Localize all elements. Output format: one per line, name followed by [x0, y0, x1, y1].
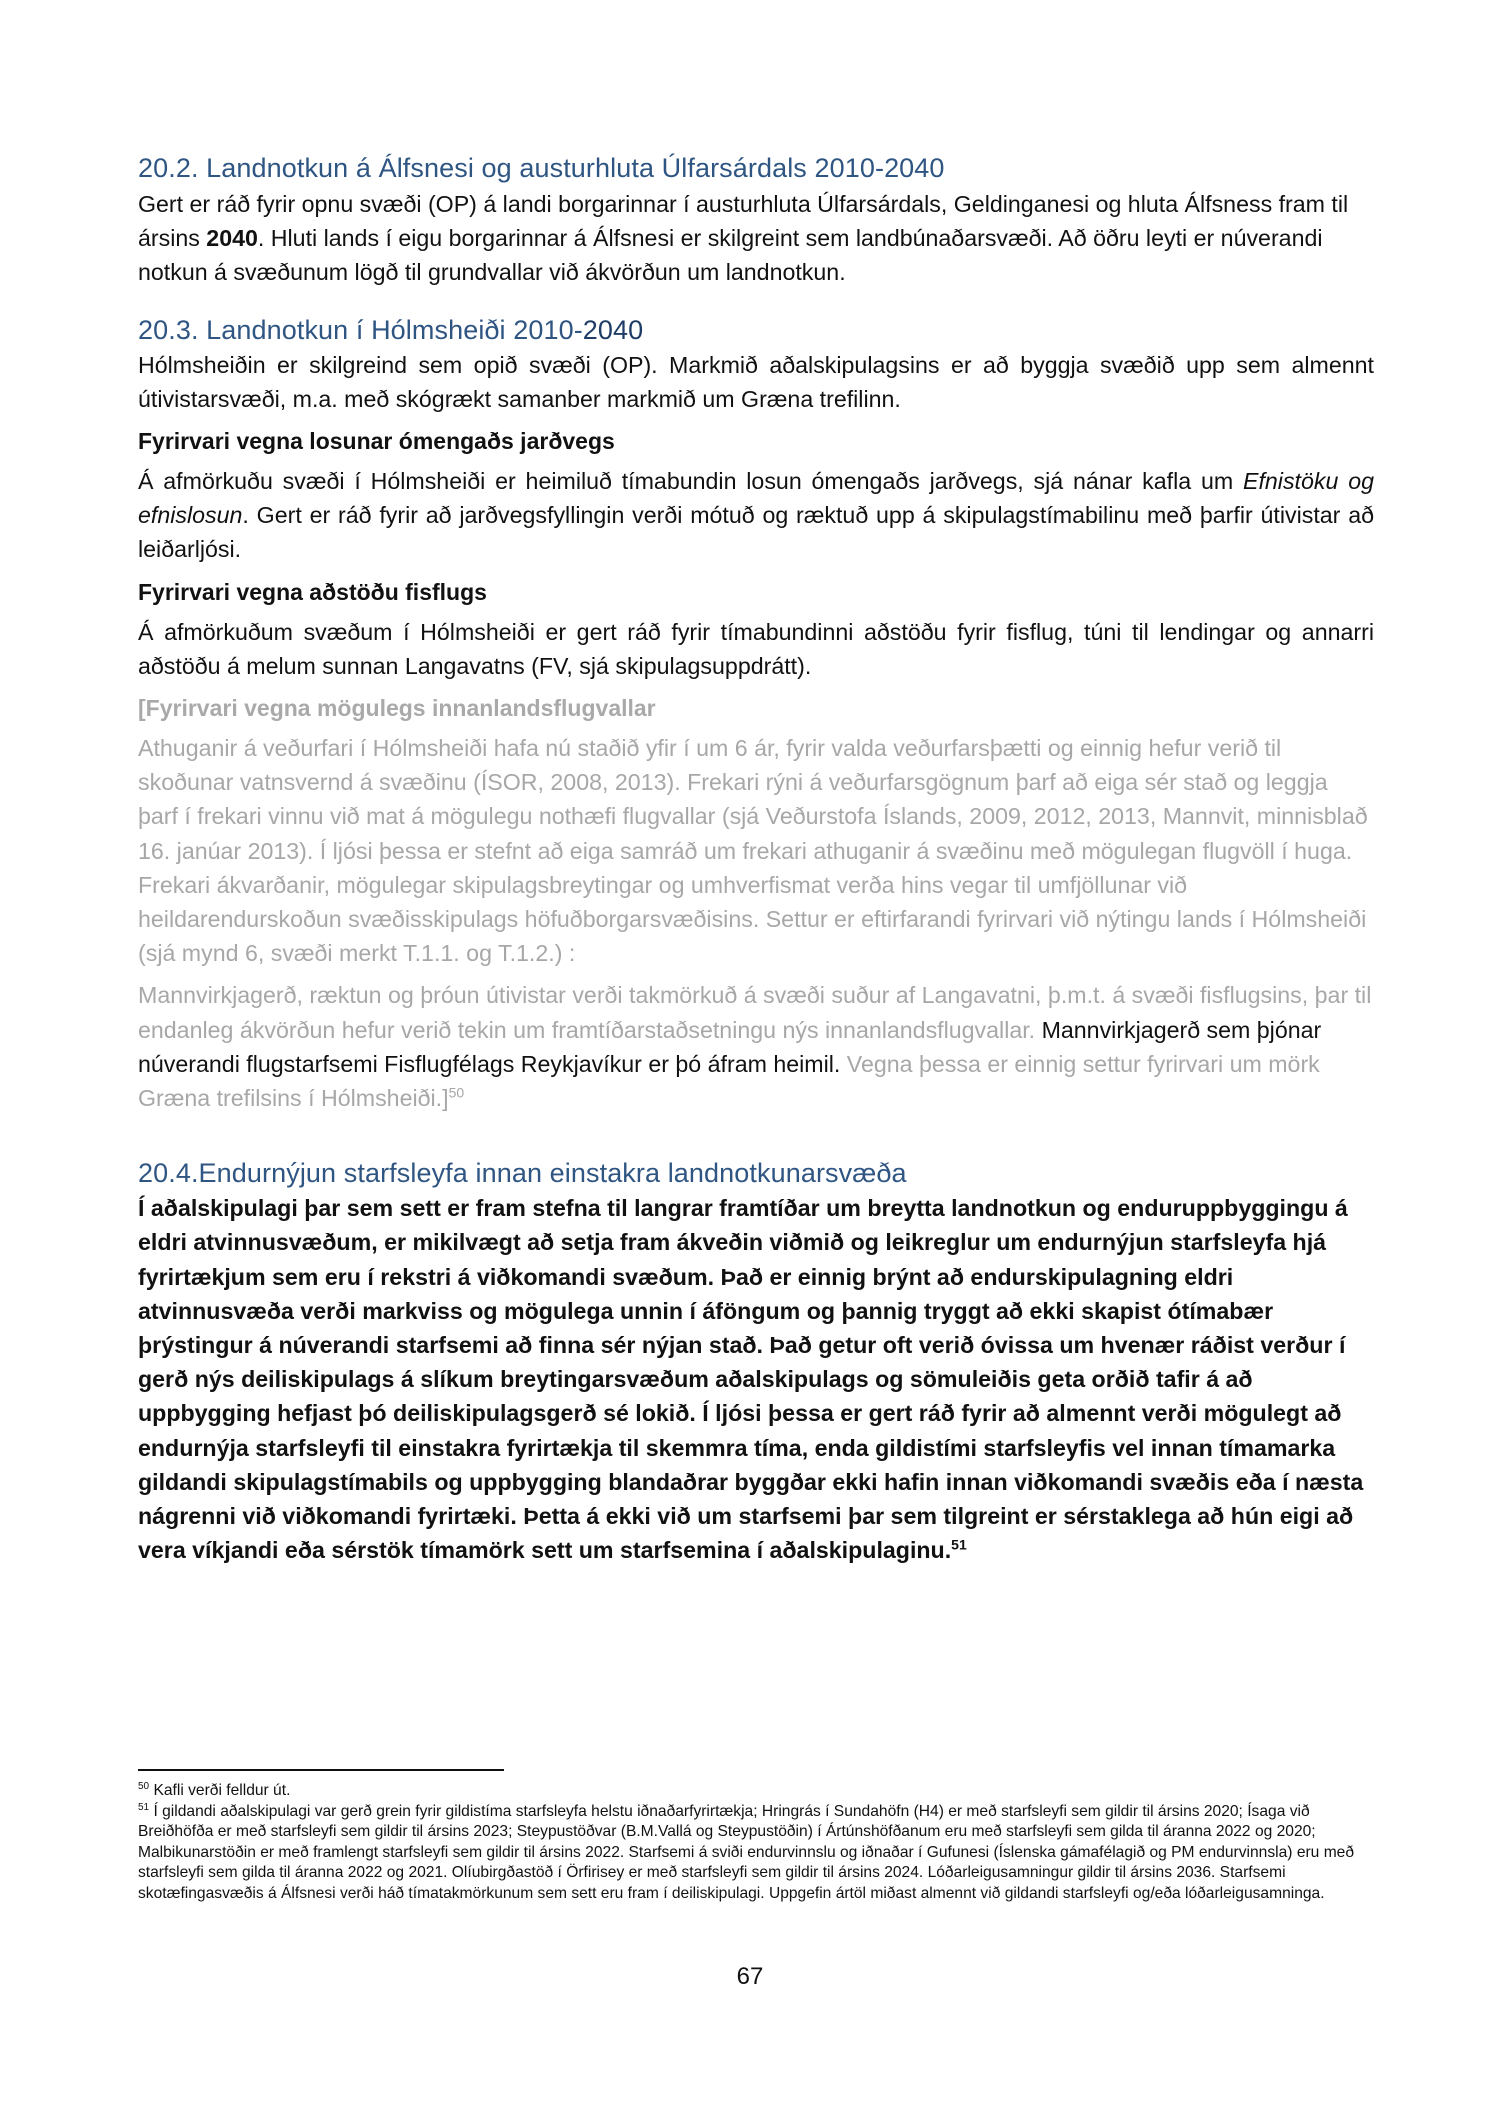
text-run: Gert er ráð fyrir opnu svæði (OP) á landi borgarinnar í austurhluta Úlfarsárdals, Geldinganesi og hluta Álfsness fram til ársins [138, 191, 1349, 252]
section-20-2-paragraph [138, 187, 1374, 290]
heading-year: 2040 [582, 314, 644, 345]
grey-text-run: Mannvirkjagerð, ræktun og þróun útivistar verði takmörkuð á svæði suður af Langavatni, þ.m.t. á svæði fisflugsins, þar til endanleg ákvörðun hefur verið tekin um framtíðarstaðsetningu nýs innanlandsflugvallar. [138, 982, 1372, 1043]
footnote-divider [138, 1769, 504, 1771]
section-20-3-intro: Hólmsheiðin er skilgreind sem opið svæði (OP). Markmið aðalskipulagsins er að byggja svæðið upp sem almennt útivistarsvæði, m.a. með skógrækt samanber markmið um Græna trefilinn. [138, 351, 1374, 412]
grey-text-run: Vegna þessa er einnig settur fyrirvari um mörk Græna trefilsins í Hólmsheiði.] [138, 1050, 1320, 1112]
footnote-ref-50: 50 [448, 1084, 465, 1101]
page-body [138, 150, 1374, 1568]
section-20-3-heading [138, 312, 1374, 348]
footnote-ref-51: 51 [951, 1536, 967, 1553]
text-run: . Hluti lands í eigu borgarinnar á Álfsnesi er skilgreint sem landbúnaðarsvæði. Að öðru leyti er núverandi notkun á svæðunum lögð til grundvallar við ákvörðun um landnotkun. [138, 225, 1323, 286]
subheading-microlight: Fyrirvari vegna aðstöðu fisflugs [138, 578, 487, 605]
footnote-number: 51 [138, 1801, 150, 1813]
heading-text: 20.3. Landnotkun í Hólmsheiði 2010- [138, 314, 583, 345]
footnotes [138, 1781, 1374, 1905]
paragraph-microlight: Á afmörkuðum svæðum í Hólmsheiði er gert ráð fyrir tímabundinni aðstöðu fyrir fisflug, túni til lendingar og annarri aðstöðu á melum sunnan Langavatns (FV, sjá skipulagsuppdrátt). [138, 618, 1374, 679]
section-20-4-heading: 20.4.Endurnýjun starfsleyfa innan einstakra landnotkunarsvæða [138, 1158, 907, 1189]
black-text-run: Mannvirkjagerð sem þjónar núverandi flugstarfsemi Fisflugfélags Reykjavíkur er þó áfram heimil. [138, 1016, 1322, 1077]
footnote-text: Kafli verði felldur út. [149, 1782, 291, 1799]
text-run: Í aðalskipulagi þar sem sett er fram stefna til langrar framtíðar um breytta landnotkun og enduruppbyggingu á eldri atvinnusvæðum, er mikilvægt að setja fram ákveðin viðmið og leikreglur um endurnýjun starfsleyfa hjá fyrirtækjum sem eru í rekstri á viðkomandi svæðum. Það er einnig brýnt að endurskipulagning eldri atvinnusvæða verði markviss og mögulega unnin í áföngum og þannig tryggt að ekki skapist ótímabær þrýstingur á núverandi starfsemi að finna sér nýjan stað. Það getur oft verið óvissa um hvenær ráðist verður í gerð nýs deiliskipulags á slíkum breytingarsvæðum aðalskipulags og sömuleiðis geta orðið tafir á að uppbygging hefjast þó deiliskipulagsgerð sé lokið. Í ljósi þessa er gert ráð fyrir að almennt verði mögulegt að endurnýja starfsleyfi til einstakra fyrirtækja til skemmra tíma, enda gildistími starfsleyfis vel innan tímamarka gildandi skipulagstímabils og uppbygging blandaðrar byggðar ekki hafin innan viðkomandi svæðis eða í næsta nágrenni við viðkomandi fyrirtæki. Þetta á ekki við um starfsemi þar sem tilgreint er sérstaklega að hún eigi að vera víkjandi eða sérstök tímamörk sett um starfsemina í aðalskipulaginu. [138, 1195, 1364, 1564]
footnote-50 [138, 1781, 1374, 1802]
paragraph-soil [138, 464, 1374, 567]
subheading-soil: Fyrirvari vegna losunar ómengaðs jarðvegs [138, 428, 615, 455]
footnote-text: Í gildandi aðalskipulagi var gerð grein fyrir gildistíma starfsleyfa helstu iðnaðarfyrirtækja; Hringrás í Sundahöfn (H4) er með starfsleyfi sem gildir til ársins 2020; Ísaga við Breiðhöfða er með starfsleyfi sem gildir til ársins 2023; Steypustöðvar (B.M.Vallá og Steypustöðin) í Ártúnshöfðanum eru með starfsleyfi sem gilda til áranna 2022 og 2020; Malbikunarstöðin er með framlengt starfsleyfi sem gildir til ársins 2022. Starfsemi á sviði endurvinnslu og iðnaðar í Gufunesi (Íslenska gámafélagið og PM endurvinnsla) eru með starfsleyfi sem gilda til áranna 2022 og 2021. Olíubirgðastöð í Örfirisey er með starfsleyfi sem gildir til ársins 2024. Lóðarleigusamningur gildir til ársins 2036. Starfsemi skotæfingasvæðis á Álfsnesi verði háð tímatakmörkunum sem sett eru fram í deiliskipulagi. Uppgefin ártöl miðast almennt við gildandi starfsleyfi og/eða lóðarleigusamninga. [138, 1802, 1355, 1902]
section-20-2-heading: 20.2. Landnotkun á Álfsnesi og austurhluta Úlfarsárdals 2010-2040 [138, 153, 945, 183]
subheading-airport: [Fyrirvari vegna mögulegs innanlandsflugvallar [138, 695, 656, 722]
page-number: 67 [736, 1963, 764, 1990]
text-run: Á afmörkuðu svæði í Hólmsheiði er heimiluð tímabundin losun ómengaðs jarðvegs, sjá nánar kafla um [138, 468, 1243, 495]
italic-reference: Efnistöku og efnislosun [138, 468, 1374, 529]
text-run: . Gert er ráð fyrir að jarðvegsfyllingin verði mótuð og ræktuð upp á skipulagstímabilinu með þarfir útivistar að leiðarljósi. [138, 502, 1374, 563]
bold-year: 2040 [206, 225, 258, 252]
paragraph-airport: Athuganir á veðurfari í Hólmsheiði hafa nú staðið yfir í um 6 ár, fyrir valda veðurfarsþætti og einnig hefur verið til skoðunar vatnsvernd á svæðinu (ÍSOR, 2008, 2013). Frekari rýni á veðurfarsgögnum þarf að eiga sér stað og leggja þarf í frekari vinnu við mat á mögulegu nothæfi flugvallar (sjá Veðurstofa Íslands, 2009, 2012, 2013, Mannvit, minnisblað 16. janúar 2013). Í ljósi þessa er stefnt að eiga samráð um frekari athuganir á svæðinu með mögulegan flugvöll í huga. Frekari ákvarðanir, mögulegar skipulagsbreytingar og umhverfismat verða hins vegar til umfjöllunar við heildarendurskoðun svæðisskipulags höfuðborgarsvæðisins. Settur er eftirfarandi fyrirvari við nýtingu lands í Hólmsheiði (sjá mynd 6, svæði merkt T.1.1. og T.1.2.) : [138, 735, 1368, 967]
paragraph-airport-reservation [138, 978, 1374, 1115]
section-20-4-paragraph [138, 1191, 1374, 1567]
footnote-51 [138, 1802, 1374, 1905]
footnote-number: 50 [138, 1780, 150, 1792]
